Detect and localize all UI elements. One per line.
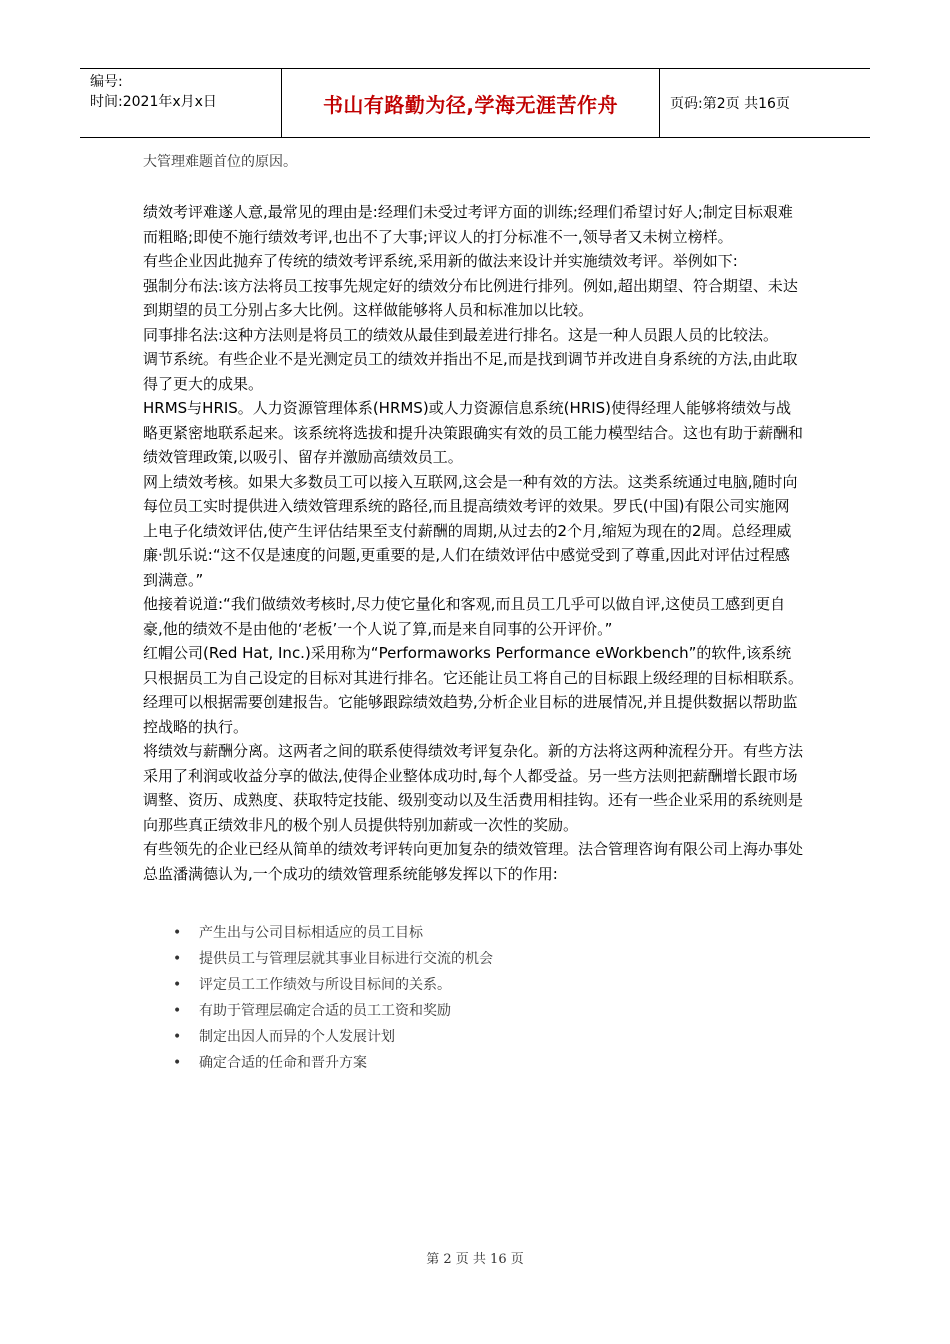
header-page-info: 页码:第2页 共16页: [670, 96, 790, 112]
document-number-label: 编号:: [90, 74, 123, 90]
list-item-text: 制定出因人而异的个人发展计划: [199, 1029, 395, 1045]
list-item-text: 产生出与公司目标相适应的员工目标: [199, 925, 423, 941]
page-footer: 第 2 页 共 16 页: [426, 1252, 524, 1267]
paragraph: 绩效考评难遂人意,最常见的理由是:经理们未受过考评方面的训练;经理们希望讨好人;制定目标艰难而粗略;即使不施行绩效考评,也出不了大事;评议人的打分标准不一,领导者又未树立榜样。: [143, 203, 793, 246]
document-time: 时间:2021年x月x日: [90, 94, 217, 110]
list-item-text: 确定合适的任命和晋升方案: [199, 1055, 367, 1071]
bullet-icon: •: [173, 1029, 182, 1045]
paragraph: 他接着说道:“我们做绩效考核时,尽力使它量化和客观,而且员工几乎可以做自评,这使员工感到更自豪,他的绩效不是由他的‘老板’一个人说了算,而是来自同事的公开评价。”: [143, 595, 786, 638]
document-body: [143, 150, 803, 1076]
list-item-text: 评定员工工作绩效与所设目标间的关系。: [199, 977, 451, 993]
header-meta: [80, 69, 282, 137]
bullet-icon: •: [173, 977, 182, 993]
bullet-icon: •: [173, 925, 182, 941]
list-item: [143, 946, 803, 972]
header-table: [80, 68, 870, 138]
paragraph: 调节系统。有些企业不是光测定员工的绩效并指出不足,而是找到调节并改进自身系统的方法,由此取得了更大的成果。: [143, 350, 798, 393]
bullet-icon: •: [173, 1055, 182, 1071]
paragraph: 网上绩效考核。如果大多数员工可以接入互联网,这会是一种有效的方法。这类系统通过电脑,随时向每位员工实时提供进入绩效管理系统的路径,而且提高绩效考评的效果。罗氏(中国)有限公司实施网上电子化绩效评估,使产生评估结果至支付薪酬的周期,从过去的2个月,缩短为现在的2周。总经理威廉·凯乐说:“这不仅是速度的问题,更重要的是,人们在绩效评估中感觉受到了尊重,因此对评估过程感到满意。”: [143, 472, 798, 589]
list-item-text: 有助于管理层确定合适的员工工资和奖励: [199, 1003, 451, 1019]
paragraph: 有些领先的企业已经从简单的绩效考评转向更加复杂的绩效管理。法合管理咨询有限公司上海办事处总监潘满德认为,一个成功的绩效管理系统能够发挥以下的作用:: [143, 840, 804, 883]
bullet-icon: •: [173, 951, 182, 967]
list-item: [143, 920, 803, 946]
paragraph: HRMS与HRIS。人力资源管理体系(HRMS)或人力资源信息系统(HRIS)使得经理人能够将绩效与战略更紧密地联系起来。该系统将选拔和提升决策跟确实有效的员工能力模型结合。这也有助于薪酬和绩效管理政策,以吸引、留存并激励高绩效员工。: [143, 399, 804, 466]
list-item: [143, 1050, 803, 1076]
paragraph: 红帽公司(Red Hat, Inc.)采用称为“Performaworks Performance eWorkbench”的软件,该系统只根据员工为自己设定的目标对其进行排名。它还能让员工将自己的目标跟上级经理的目标相联系。经理可以根据需要创建报告。它能够跟踪绩效趋势,分析企业目标的进展情况,并且提供数据以帮助监控战略的执行。: [143, 644, 804, 736]
intro-line: 大管理难题首位的原因。: [143, 154, 297, 170]
bullet-list: [143, 920, 803, 1076]
paragraph: 将绩效与薪酬分离。这两者之间的联系使得绩效考评复杂化。新的方法将这两种流程分开。有些方法采用了利润或收益分享的做法,使得企业整体成功时,每个人都受益。另一些方法则把薪酬增长跟市场调整、资历、成熟度、获取特定技能、级别变动以及生活费用相挂钩。还有一些企业采用的系统则是向那些真正绩效非凡的极个别人员提供特别加薪或一次性的奖励。: [143, 742, 804, 834]
header-motto: 书山有路勤为径,学海无涯苦作舟: [282, 69, 660, 137]
list-item: [143, 972, 803, 998]
paragraph: 有些企业因此抛弃了传统的绩效考评系统,采用新的做法来设计并实施绩效考评。举例如下:: [143, 252, 738, 270]
list-item: [143, 1024, 803, 1050]
paragraph: 强制分布法:该方法将员工按事先规定好的绩效分布比例进行排列。例如,超出期望、符合期望、未达到期望的员工分别占多大比例。这样做能够将人员和标准加以比较。: [143, 276, 798, 319]
paragraph: 同事排名法:这种方法则是将员工的绩效从最佳到最差进行排名。这是一种人员跟人员的比较法。: [143, 325, 779, 344]
list-item-text: 提供员工与管理层就其事业目标进行交流的机会: [199, 951, 493, 967]
bullet-icon: •: [173, 1003, 182, 1019]
list-item: [143, 998, 803, 1024]
